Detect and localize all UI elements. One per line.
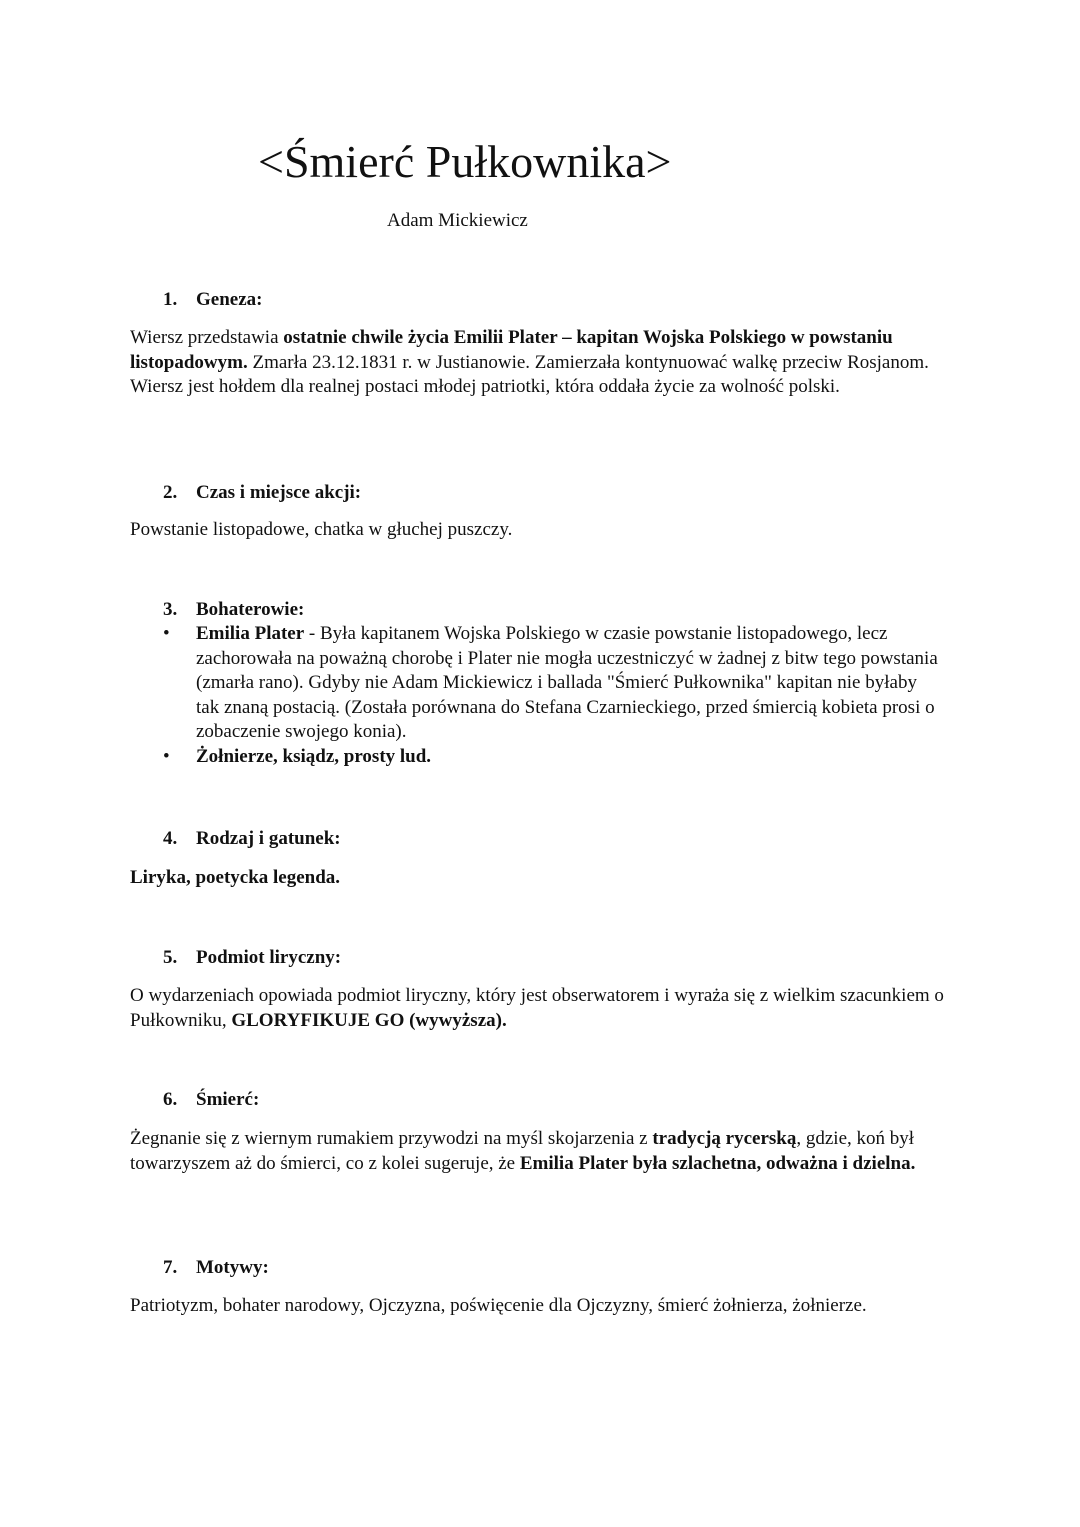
section-heading-podmiot <box>163 945 341 971</box>
section-title: Geneza: <box>196 289 263 310</box>
list-item <box>163 622 943 745</box>
section-body-czas: Powstanie listopadowe, chatka w głuchej puszczy. <box>130 519 513 540</box>
text-run: , gdzie, koń był towarzyszem aż do śmierci, co z kolei sugeruje, że <box>130 1128 915 1174</box>
document-author: Adam Mickiewicz <box>387 210 528 231</box>
section-title: Bohaterowie: <box>196 599 305 620</box>
text-run: Wiersz przedstawia <box>130 327 284 348</box>
section-heading-czas <box>163 480 361 506</box>
section-body-rodzaj <box>130 866 950 891</box>
list-item <box>163 745 943 770</box>
section-body-smierc <box>130 1127 950 1176</box>
section-body-motywy: Patriotyzm, bohater narodowy, Ojczyzna, poświęcenie dla Ojczyzny, śmierć żołnierza, żołnierze. <box>130 1295 867 1316</box>
section-title: Śmierć: <box>196 1089 260 1110</box>
section-heading-geneza <box>163 287 262 313</box>
bold-run: Emilia Plater <box>196 623 305 644</box>
text-run: O wydarzeniach opowiada podmiot liryczny, który jest obserwatorem i wyraża się z wielkim szacunkiem o Pułkowniku, <box>130 985 944 1031</box>
section-title: Podmiot liryczny: <box>196 947 342 968</box>
section-heading-rodzaj <box>163 826 341 852</box>
characters-list <box>163 622 943 769</box>
section-number: 1. <box>163 289 178 310</box>
document-title: <Śmierć Pułkownika> <box>258 136 672 187</box>
bold-run: ostatnie chwile życia Emilii Plater – kapitan Wojska Polskiego w powstaniu listopadowym. <box>130 327 893 373</box>
text-run: - Była kapitanem Wojska Polskiego w czasie powstanie listopadowego, lecz zachorowała na poważną chorobę i Plater nie mogła uczestniczyć w żadnej z bitw tego powstania (zmarła rano). Gdyby nie Adam Mickiewicz i ballada "Śmierć Pułkownika" kapitan nie byłaby tak znaną postacią. (Została porównana do Stefana Czarnieckiego, przed śmiercią kobieta prosi o zobaczenie swojego konia). <box>196 623 938 742</box>
section-title: Motywy: <box>196 1257 269 1278</box>
bold-run: Liryka, poetycka legenda. <box>130 867 341 888</box>
section-number: 3. <box>163 599 178 620</box>
bold-run: GLORYFIKUJE GO (wywyższa). <box>231 1009 507 1031</box>
bullet: • <box>163 623 170 644</box>
section-heading-motywy <box>163 1255 269 1281</box>
section-number: 4. <box>163 828 178 849</box>
section-heading-smierc <box>163 1087 259 1113</box>
section-body-geneza <box>130 326 950 400</box>
text-run: Żegnanie się z wiernym rumakiem przywodzi na myśl skojarzenia z <box>130 1128 653 1149</box>
section-number: 2. <box>163 482 178 503</box>
bold-run: Żołnierze, ksiądz, prosty lud. <box>196 745 432 767</box>
bold-run: tradycją rycerską <box>652 1128 797 1149</box>
text-run: Zmarła 23.12.1831 r. w Justianowie. Zamierzała kontynuować walkę przeciw Rosjanom. Wiersz jest hołdem dla realnej postaci młodej patriotki, która oddała życie za wolność polski. <box>130 351 929 397</box>
section-body-podmiot <box>130 984 950 1033</box>
bold-run: Emilia Plater była szlachetna, odważna i dzielna. <box>519 1152 916 1174</box>
section-number: 7. <box>163 1257 178 1278</box>
section-title: Rodzaj i gatunek: <box>196 828 341 849</box>
section-number: 6. <box>163 1089 178 1110</box>
section-heading-bohaterowie <box>163 597 304 623</box>
bullet: • <box>163 745 170 767</box>
section-title: Czas i miejsce akcji: <box>196 482 362 503</box>
section-number: 5. <box>163 947 178 968</box>
